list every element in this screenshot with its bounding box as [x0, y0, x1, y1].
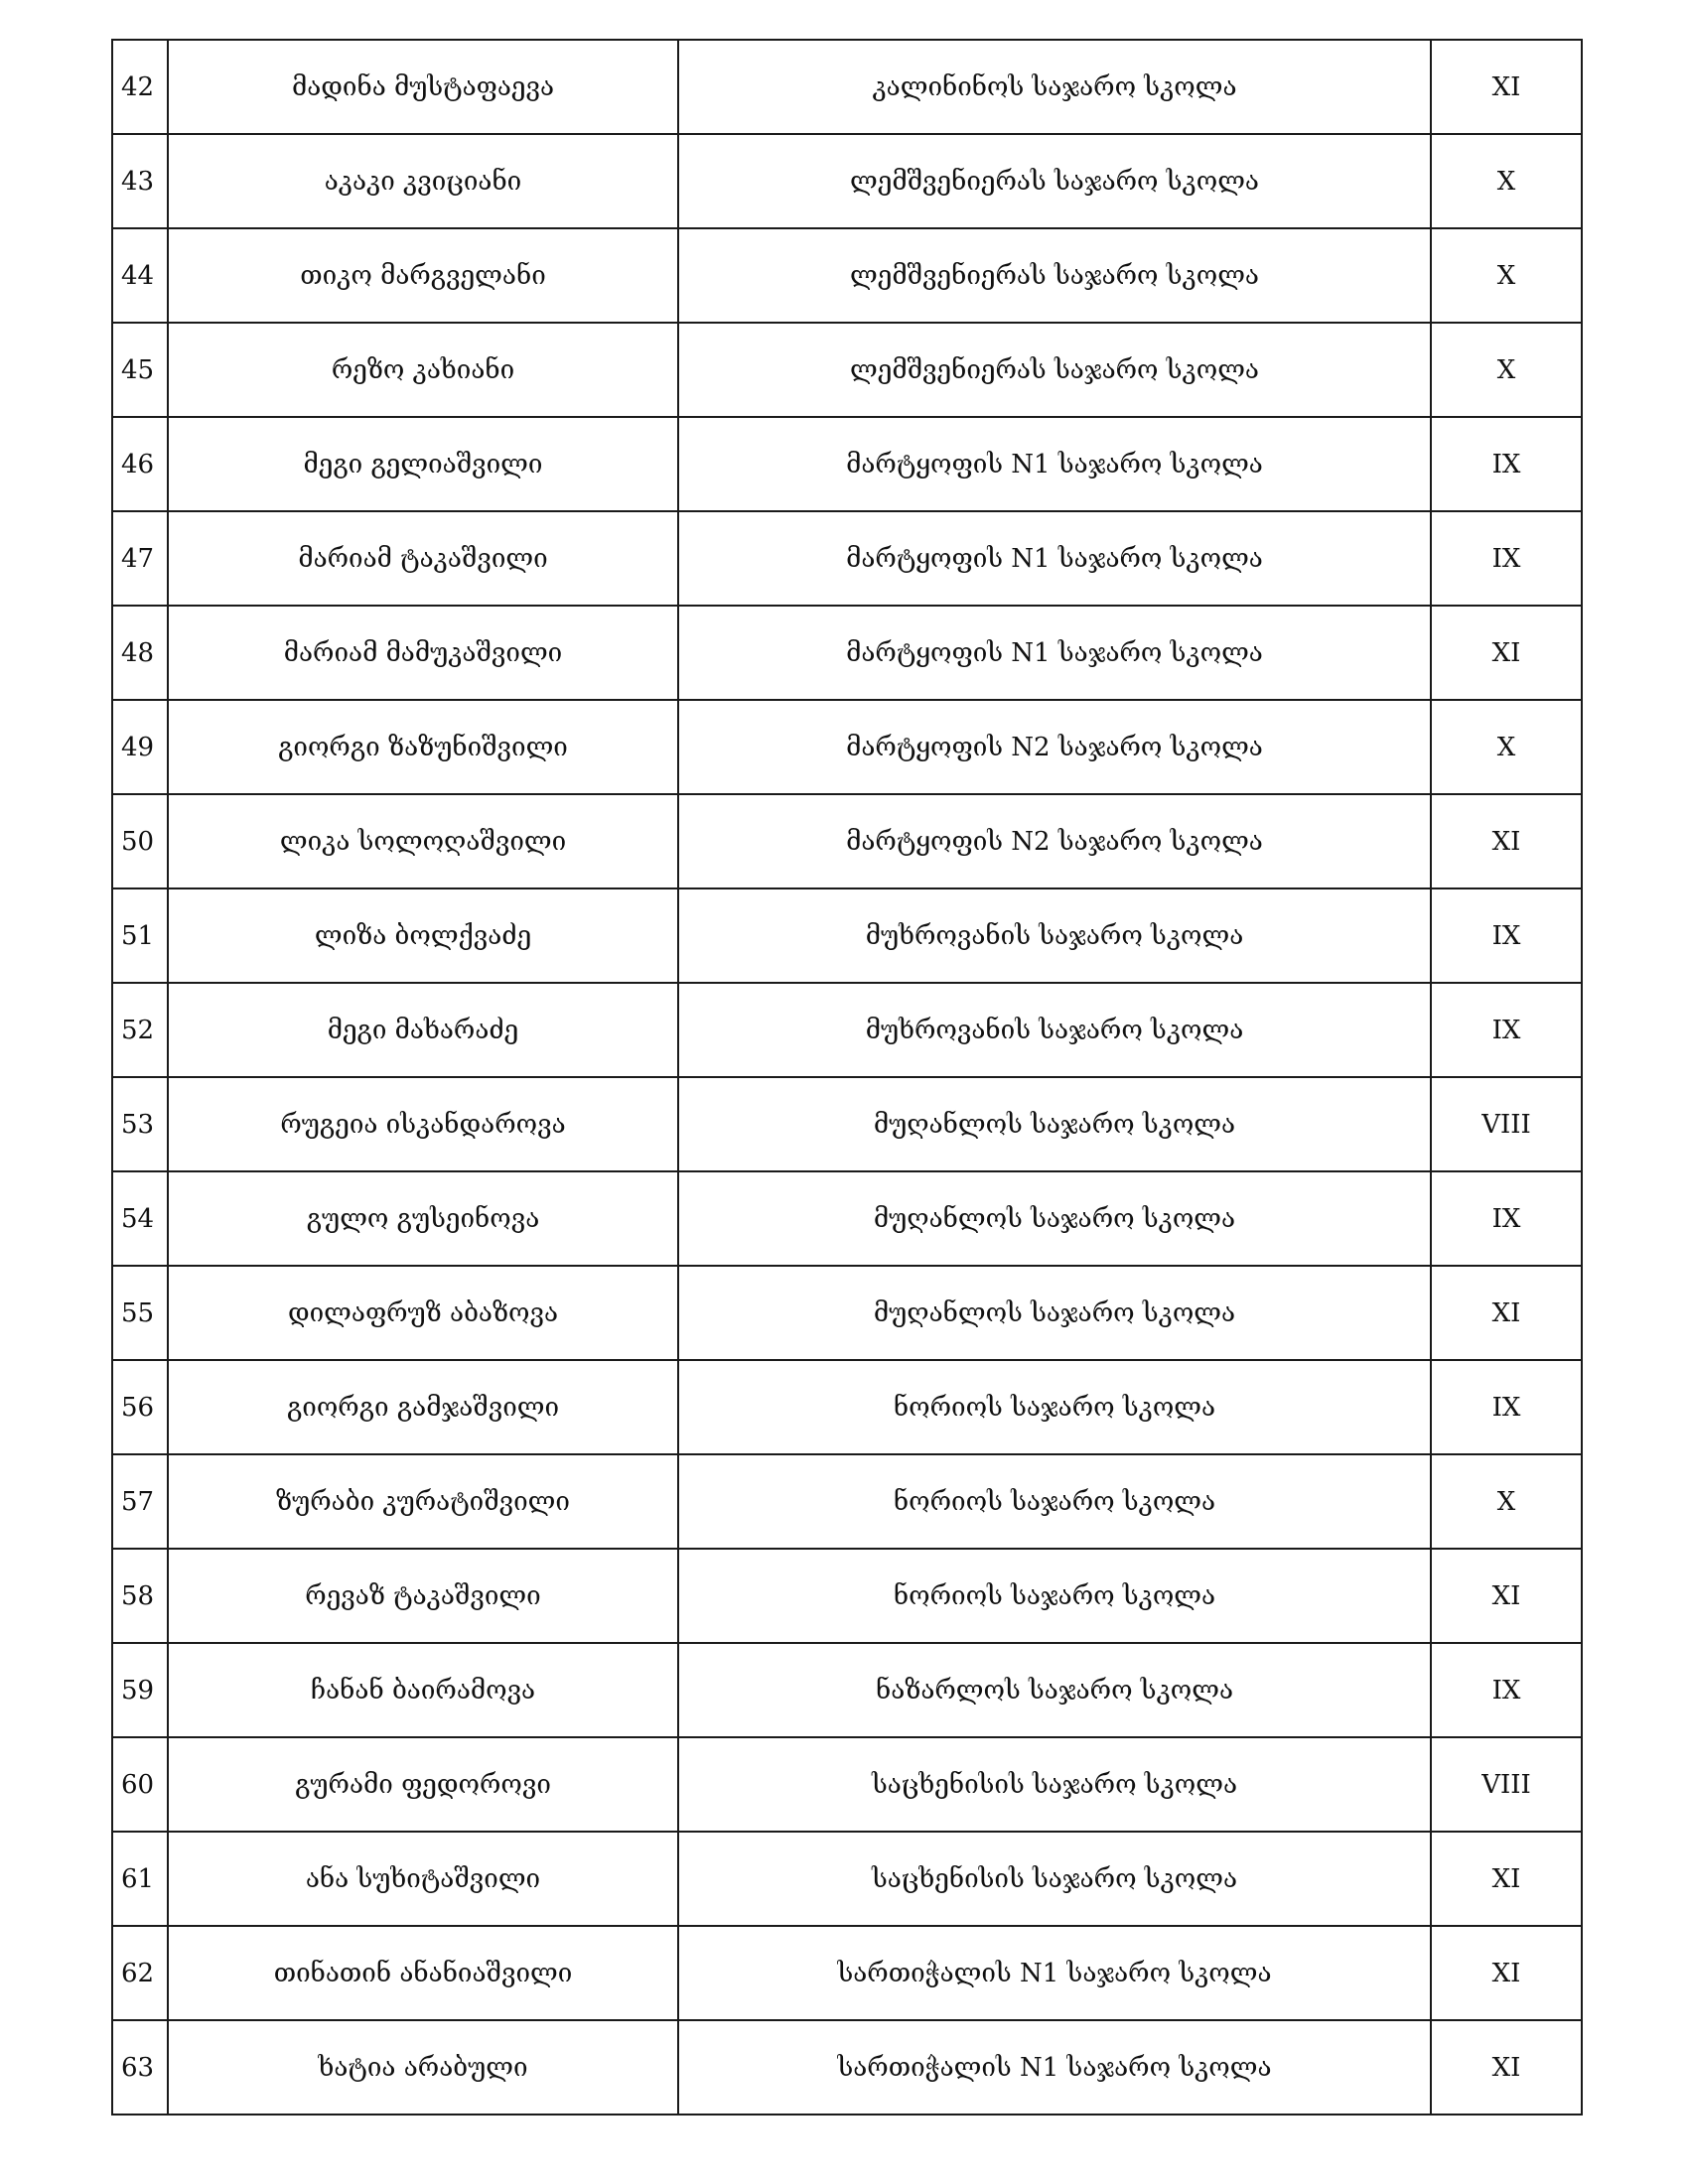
student-name-cell: ლიზა ბოლქვაძე [168, 888, 678, 983]
table-row [112, 2020, 1582, 2115]
roster-table-body [112, 40, 1582, 2115]
student-name-cell: ანა სუხიტაშვილი [168, 1832, 678, 1926]
row-number-cell: 46 [112, 417, 168, 511]
school-name-cell: მარტყოფის N2 საჯარო სკოლა [678, 794, 1431, 888]
table-row [112, 606, 1582, 700]
table-row [112, 134, 1582, 228]
row-number-cell: 63 [112, 2020, 168, 2115]
school-name-cell: მუღანლოს საჯარო სკოლა [678, 1266, 1431, 1360]
student-name-cell: აკაკი კვიციანი [168, 134, 678, 228]
row-number-cell: 59 [112, 1643, 168, 1737]
student-name-cell: რეზო კახიანი [168, 323, 678, 417]
row-number-cell: 49 [112, 700, 168, 794]
school-name-cell: მუღანლოს საჯარო სკოლა [678, 1171, 1431, 1266]
school-name-cell: მუხროვანის საჯარო სკოლა [678, 983, 1431, 1077]
student-name-cell: გურამი ფედოროვი [168, 1737, 678, 1832]
school-name-cell: ლემშვენიერას საჯარო სკოლა [678, 134, 1431, 228]
student-name-cell: გულო გუსეინოვა [168, 1171, 678, 1266]
grade-cell: XI [1431, 1832, 1582, 1926]
school-name-cell: საცხენისის საჯარო სკოლა [678, 1737, 1431, 1832]
row-number-cell: 47 [112, 511, 168, 606]
school-name-cell: საცხენისის საჯარო სკოლა [678, 1832, 1431, 1926]
row-number-cell: 61 [112, 1832, 168, 1926]
school-name-cell: კალინინოს საჯარო სკოლა [678, 40, 1431, 134]
grade-cell: XI [1431, 606, 1582, 700]
school-name-cell: სართიჭალის N1 საჯარო სკოლა [678, 1926, 1431, 2020]
table-row [112, 888, 1582, 983]
student-name-cell: დილაფრუზ აბაზოვა [168, 1266, 678, 1360]
student-name-cell: მეგი გელიაშვილი [168, 417, 678, 511]
school-name-cell: სართიჭალის N1 საჯარო სკოლა [678, 2020, 1431, 2115]
school-name-cell: მარტყოფის N2 საჯარო სკოლა [678, 700, 1431, 794]
grade-cell: VIII [1431, 1077, 1582, 1171]
row-number-cell: 52 [112, 983, 168, 1077]
student-name-cell: მარიამ ტაკაშვილი [168, 511, 678, 606]
student-name-cell: თიკო მარგველანი [168, 228, 678, 323]
student-name-cell: რევაზ ტაკაშვილი [168, 1549, 678, 1643]
grade-cell: XI [1431, 794, 1582, 888]
grade-cell: IX [1431, 983, 1582, 1077]
student-name-cell: ლიკა სოლოღაშვილი [168, 794, 678, 888]
school-name-cell: მუღანლოს საჯარო სკოლა [678, 1077, 1431, 1171]
table-row [112, 1926, 1582, 2020]
row-number-cell: 57 [112, 1454, 168, 1549]
grade-cell: IX [1431, 1643, 1582, 1737]
school-name-cell: მარტყოფის N1 საჯარო სკოლა [678, 511, 1431, 606]
grade-cell: IX [1431, 888, 1582, 983]
school-name-cell: ნაზარლოს საჯარო სკოლა [678, 1643, 1431, 1737]
student-name-cell: ხატია არაბული [168, 2020, 678, 2115]
school-name-cell: ნორიოს საჯარო სკოლა [678, 1549, 1431, 1643]
school-name-cell: მარტყოფის N1 საჯარო სკოლა [678, 417, 1431, 511]
student-name-cell: გიორგი გამჯაშვილი [168, 1360, 678, 1454]
student-name-cell: ჩანან ბაირამოვა [168, 1643, 678, 1737]
grade-cell: X [1431, 323, 1582, 417]
table-row [112, 323, 1582, 417]
row-number-cell: 60 [112, 1737, 168, 1832]
table-row [112, 1737, 1582, 1832]
school-name-cell: ლემშვენიერას საჯარო სკოლა [678, 323, 1431, 417]
table-row [112, 1171, 1582, 1266]
grade-cell: X [1431, 134, 1582, 228]
row-number-cell: 45 [112, 323, 168, 417]
grade-cell: XI [1431, 1266, 1582, 1360]
student-name-cell: გიორგი ზაზუნიშვილი [168, 700, 678, 794]
row-number-cell: 56 [112, 1360, 168, 1454]
student-name-cell: თინათინ ანანიაშვილი [168, 1926, 678, 2020]
table-row [112, 794, 1582, 888]
row-number-cell: 53 [112, 1077, 168, 1171]
row-number-cell: 42 [112, 40, 168, 134]
table-row [112, 1360, 1582, 1454]
row-number-cell: 44 [112, 228, 168, 323]
row-number-cell: 58 [112, 1549, 168, 1643]
school-name-cell: ლემშვენიერას საჯარო სკოლა [678, 228, 1431, 323]
table-row [112, 40, 1582, 134]
school-name-cell: ნორიოს საჯარო სკოლა [678, 1454, 1431, 1549]
student-name-cell: მარიამ მამუკაშვილი [168, 606, 678, 700]
grade-cell: IX [1431, 1360, 1582, 1454]
grade-cell: X [1431, 700, 1582, 794]
row-number-cell: 48 [112, 606, 168, 700]
table-row [112, 983, 1582, 1077]
row-number-cell: 43 [112, 134, 168, 228]
table-row [112, 511, 1582, 606]
row-number-cell: 50 [112, 794, 168, 888]
grade-cell: XI [1431, 2020, 1582, 2115]
table-row [112, 228, 1582, 323]
table-row [112, 1454, 1582, 1549]
table-row [112, 1549, 1582, 1643]
school-name-cell: მარტყოფის N1 საჯარო სკოლა [678, 606, 1431, 700]
row-number-cell: 55 [112, 1266, 168, 1360]
table-row [112, 700, 1582, 794]
student-name-cell: მადინა მუსტაფაევა [168, 40, 678, 134]
school-name-cell: ნორიოს საჯარო სკოლა [678, 1360, 1431, 1454]
table-row [112, 1077, 1582, 1171]
student-name-cell: მეგი მახარაძე [168, 983, 678, 1077]
table-row [112, 1266, 1582, 1360]
grade-cell: IX [1431, 1171, 1582, 1266]
student-roster-table [111, 39, 1583, 2116]
table-row [112, 1643, 1582, 1737]
grade-cell: XI [1431, 1549, 1582, 1643]
table-row [112, 417, 1582, 511]
grade-cell: XI [1431, 1926, 1582, 2020]
grade-cell: X [1431, 228, 1582, 323]
table-row [112, 1832, 1582, 1926]
student-name-cell: რუგეია ისკანდაროვა [168, 1077, 678, 1171]
row-number-cell: 62 [112, 1926, 168, 2020]
grade-cell: XI [1431, 40, 1582, 134]
grade-cell: VIII [1431, 1737, 1582, 1832]
row-number-cell: 54 [112, 1171, 168, 1266]
grade-cell: X [1431, 1454, 1582, 1549]
grade-cell: IX [1431, 511, 1582, 606]
school-name-cell: მუხროვანის საჯარო სკოლა [678, 888, 1431, 983]
grade-cell: IX [1431, 417, 1582, 511]
row-number-cell: 51 [112, 888, 168, 983]
student-name-cell: ზურაბი კურატიშვილი [168, 1454, 678, 1549]
